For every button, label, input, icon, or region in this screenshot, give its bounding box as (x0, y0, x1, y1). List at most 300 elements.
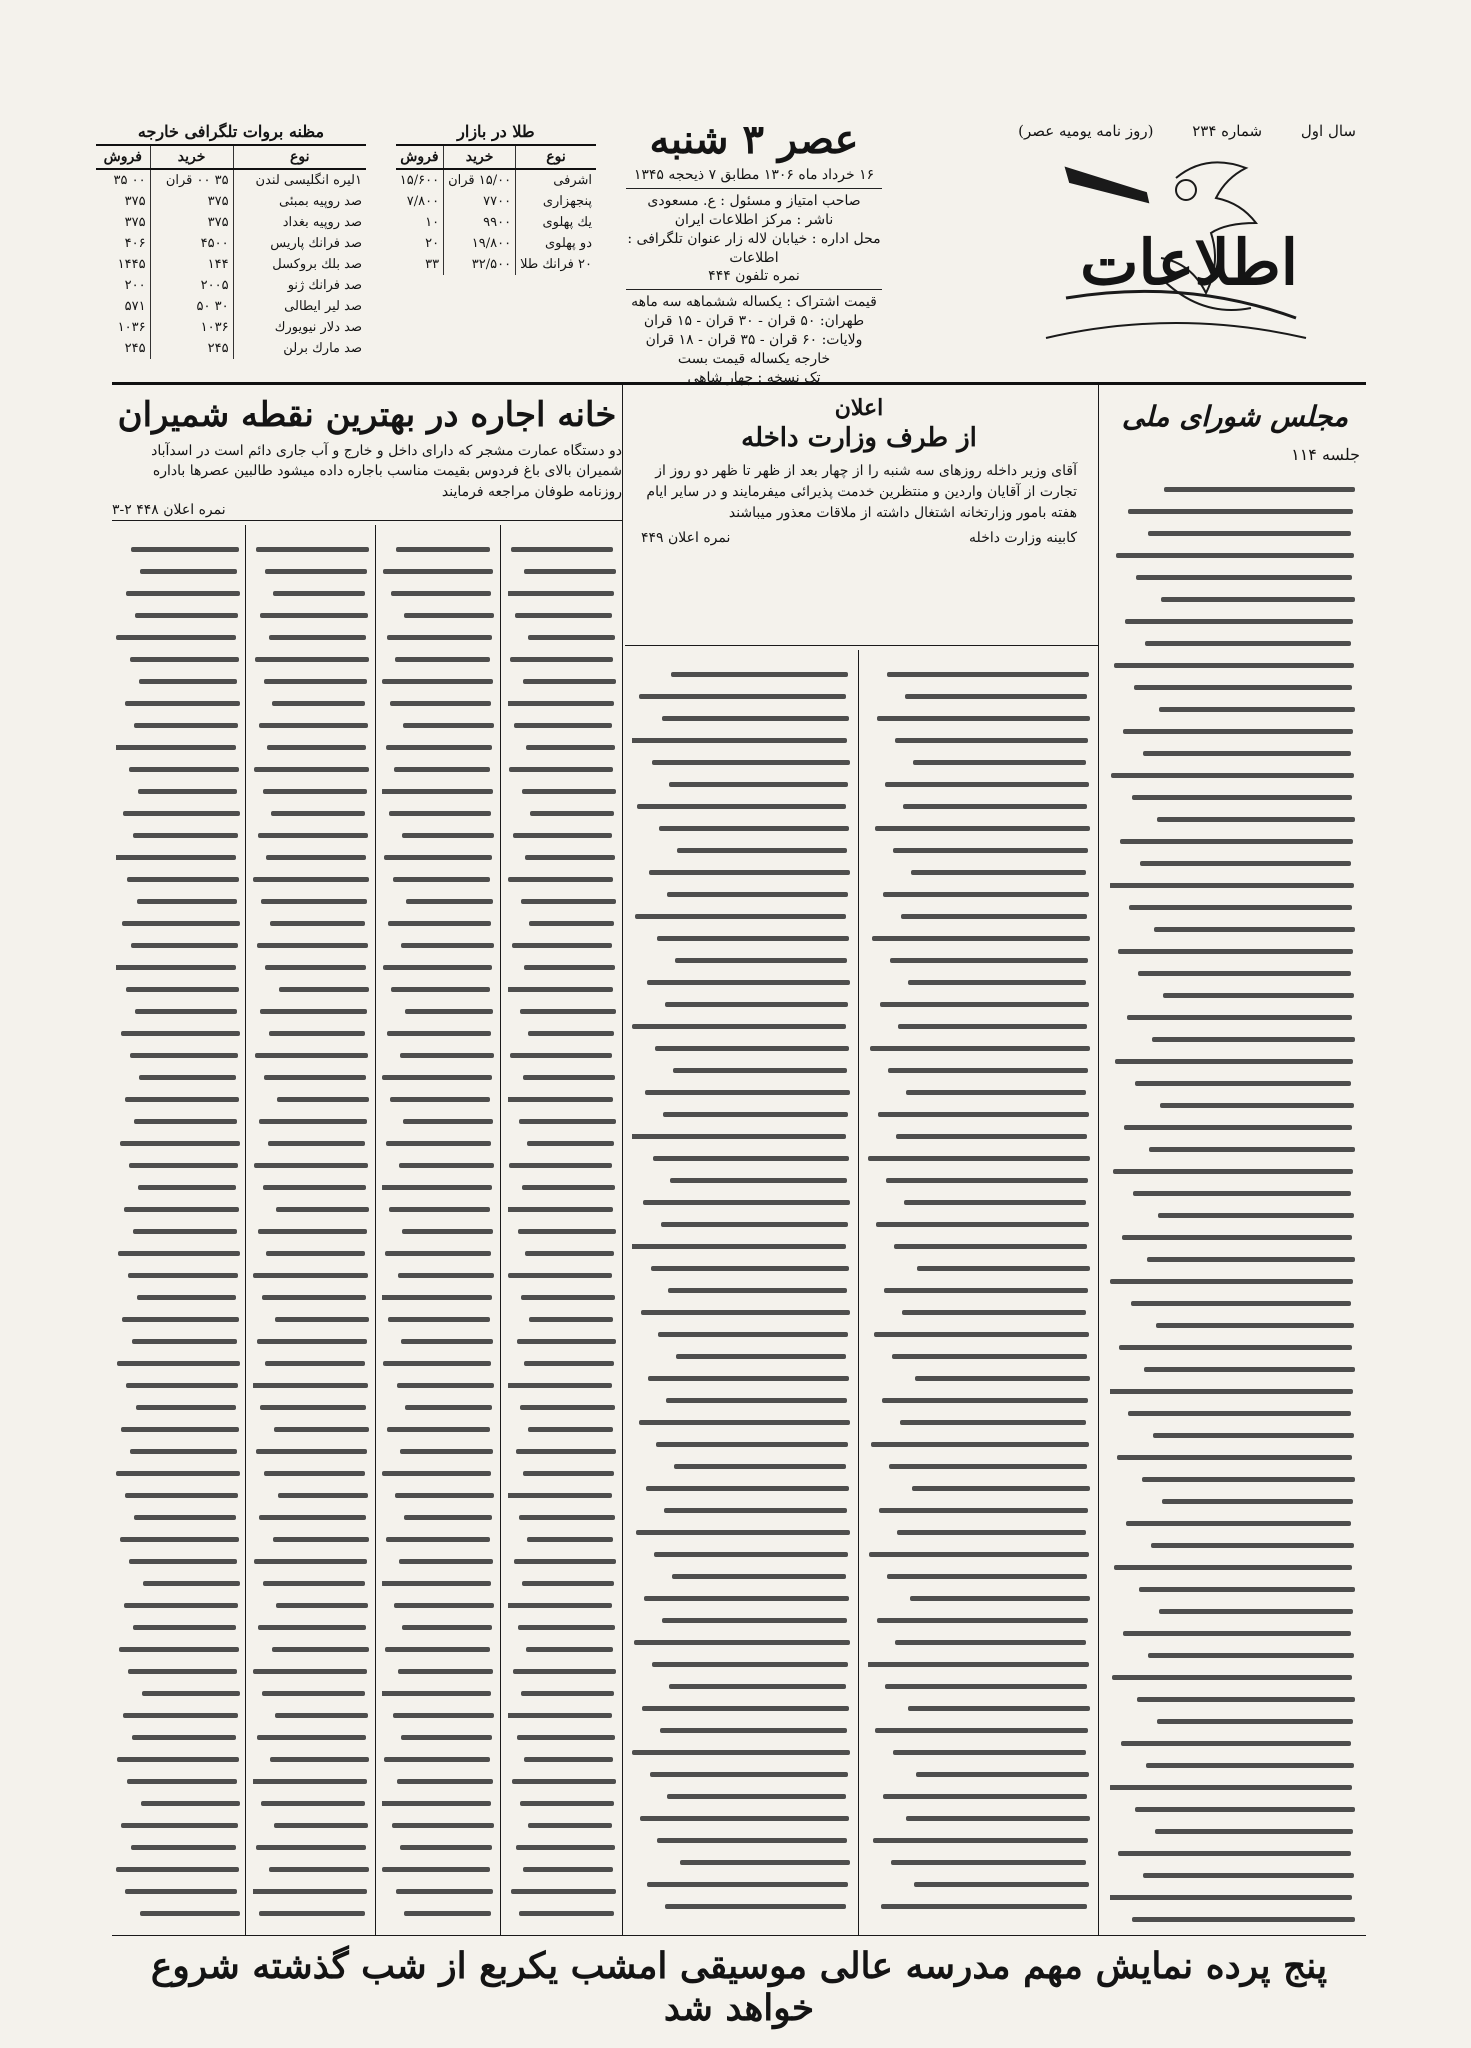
gold-table-title: طلا در بازار (457, 122, 535, 141)
text-line (1115, 1059, 1353, 1064)
text-line (662, 716, 849, 721)
column-header: فروش (396, 145, 444, 169)
text-line (657, 1838, 847, 1843)
table-row (96, 169, 366, 191)
text-line (1154, 927, 1355, 932)
text-line (514, 1559, 616, 1564)
text-line (402, 1229, 493, 1234)
table-cell: صد مارك برلن (283, 341, 362, 356)
column-divider (1098, 385, 1099, 1935)
text-line (390, 701, 491, 706)
notice-rule (625, 645, 1098, 646)
text-line (394, 1603, 494, 1608)
text-line (400, 1449, 493, 1454)
table-cell: صد لیر ایطالی (284, 299, 362, 314)
text-line (271, 811, 365, 816)
text-line (514, 723, 612, 728)
text-line (873, 1838, 1088, 1843)
text-line (1158, 1213, 1354, 1218)
text-line (131, 943, 238, 948)
text-line (528, 635, 615, 640)
text-line (524, 1757, 613, 1762)
text-line (1163, 993, 1354, 998)
text-line (906, 1816, 1090, 1821)
text-line (138, 1185, 236, 1190)
text-line (399, 1163, 494, 1168)
text-line (1149, 1147, 1355, 1152)
text-line (522, 789, 616, 794)
text-line (677, 848, 847, 853)
text-line (277, 1097, 369, 1102)
text-line (1129, 905, 1352, 910)
text-line (649, 870, 850, 875)
text-line (390, 1097, 490, 1102)
text-line (510, 1053, 612, 1058)
text-line (1113, 1169, 1353, 1174)
text-line (116, 635, 236, 640)
table-cell: ۱۹/۸۰۰ (444, 233, 516, 254)
text-line (275, 1713, 368, 1718)
text-line (875, 826, 1090, 831)
text-line (653, 1156, 849, 1161)
text-line (1136, 575, 1352, 580)
text-line (1144, 1367, 1355, 1372)
text-line (527, 1537, 613, 1542)
text-line (116, 1867, 239, 1872)
text-line (265, 569, 367, 574)
text-line (276, 1207, 369, 1212)
text-line (516, 1449, 616, 1454)
text-line (129, 1559, 237, 1564)
phone-line: نمره تلفون ۴۴۴ (708, 268, 800, 285)
article-column (632, 655, 850, 1930)
text-line (648, 1376, 849, 1381)
text-line (125, 1493, 238, 1498)
text-line (1127, 1015, 1352, 1020)
text-line (668, 1288, 847, 1293)
text-line (1153, 1433, 1354, 1438)
text-line (519, 1119, 616, 1124)
parliament-section-header (1110, 400, 1360, 464)
table-cell: ۷۷۰۰ (444, 191, 516, 212)
text-line (273, 1537, 369, 1542)
text-line (512, 943, 612, 948)
text-line (135, 613, 238, 618)
notice-title: اعلان (834, 395, 884, 421)
text-line (272, 1647, 369, 1652)
text-line (1120, 839, 1353, 844)
text-line (1114, 1565, 1352, 1570)
owner-line: صاحب امتیاز و مسئول : ع. مسعودی (647, 192, 861, 209)
text-line (890, 958, 1088, 963)
text-line (634, 1640, 850, 1645)
text-line (395, 657, 490, 662)
article-column (253, 530, 369, 1930)
table-cell: ۳۷۵ (96, 191, 150, 212)
text-line (266, 1251, 365, 1256)
exchange-rate-table (96, 122, 366, 359)
text-line (868, 1156, 1090, 1161)
text-line (913, 760, 1086, 765)
text-line (887, 1574, 1087, 1579)
advert-rule (112, 520, 622, 521)
text-line (116, 745, 236, 750)
text-line (263, 1581, 365, 1586)
column-header: خرید (444, 145, 516, 169)
text-line (1131, 1301, 1352, 1306)
table-cell: صد فرانك پاریس (270, 236, 362, 251)
text-line (902, 1310, 1086, 1315)
text-line (386, 745, 492, 750)
text-line (382, 1801, 491, 1806)
text-line (121, 1031, 240, 1036)
text-line (116, 965, 236, 970)
divider (626, 188, 882, 189)
text-line (1110, 1279, 1353, 1284)
text-line (1135, 1807, 1356, 1812)
text-line (384, 855, 492, 860)
text-line (1110, 1389, 1353, 1394)
text-line (639, 1420, 850, 1425)
text-line (1159, 707, 1355, 712)
text-line (892, 1354, 1087, 1359)
text-line (117, 1361, 240, 1366)
text-line (259, 1515, 366, 1520)
text-line (655, 1046, 849, 1051)
text-line (253, 1669, 367, 1674)
text-line (1143, 1873, 1354, 1878)
text-line (253, 1779, 367, 1784)
text-line (1152, 1037, 1355, 1042)
text-line (524, 569, 616, 574)
text-line (404, 613, 494, 618)
column-divider (622, 385, 623, 1935)
paper-type: (روز نامه یومیه عصر) (1018, 122, 1154, 140)
text-line (895, 1640, 1086, 1645)
text-line (402, 1625, 492, 1630)
text-line (123, 811, 240, 816)
text-line (385, 1647, 490, 1652)
text-line (650, 1772, 848, 1777)
text-line (508, 1383, 612, 1388)
text-line (274, 1427, 369, 1432)
text-line (885, 782, 1089, 787)
text-line (662, 1618, 847, 1623)
text-line (508, 877, 613, 882)
text-line (889, 1464, 1087, 1469)
text-line (1147, 1257, 1355, 1262)
text-line (397, 1779, 493, 1784)
text-line (903, 804, 1087, 809)
table-cell: پنجهزاری (542, 194, 592, 209)
text-line (382, 1581, 491, 1586)
table-row (396, 212, 596, 233)
text-line (117, 1757, 239, 1762)
text-line (661, 1222, 848, 1227)
text-line (138, 789, 237, 794)
text-line (914, 1882, 1089, 1887)
text-line (1132, 1917, 1355, 1922)
text-line (383, 965, 492, 970)
table-cell: ۱۰۳۶ (150, 317, 233, 338)
text-line (674, 1464, 846, 1469)
text-line (656, 1442, 848, 1447)
text-line (258, 1229, 367, 1234)
divider (626, 289, 882, 290)
table-cell: صد روپیه بمبئی (278, 194, 362, 209)
text-line (1128, 509, 1353, 514)
text-line (523, 1471, 614, 1476)
text-line (131, 1845, 236, 1850)
text-line (118, 1251, 240, 1256)
text-line (405, 1405, 492, 1410)
text-line (521, 899, 616, 904)
text-line (632, 738, 847, 743)
text-line (130, 1053, 238, 1058)
text-line (665, 1904, 846, 1909)
foreign-price: خارجه یکساله قیمت بست (677, 351, 831, 368)
text-line (400, 1053, 494, 1058)
text-line (518, 1625, 615, 1630)
table-cell: یك پهلوی (542, 215, 592, 230)
text-line (397, 1383, 494, 1388)
table-cell: ۳۰ ۵۰ (150, 296, 233, 317)
text-line (389, 811, 491, 816)
text-line (520, 1009, 616, 1014)
table-cell: ۲۴۵ (96, 338, 150, 359)
text-line (877, 716, 1090, 721)
notice-ref: نمره اعلان ۴۴۹ (641, 530, 731, 546)
text-line (915, 1376, 1090, 1381)
text-line (520, 1405, 615, 1410)
text-line (382, 1691, 491, 1696)
text-line (396, 1889, 493, 1894)
text-line (1117, 1455, 1352, 1460)
text-line (673, 1068, 847, 1073)
text-line (1128, 1411, 1351, 1416)
text-line (257, 1735, 366, 1740)
text-line (134, 1119, 237, 1124)
text-line (142, 1691, 240, 1696)
masthead-meta (936, 122, 1356, 140)
text-line (130, 657, 239, 662)
text-line (137, 899, 237, 904)
advert-title: خانه اجاره در بهترین نقطه شمیران (117, 395, 617, 435)
text-line (513, 1669, 616, 1674)
text-line (278, 1493, 368, 1498)
text-line (886, 1178, 1088, 1183)
table-cell: ۹۹۰۰ (444, 212, 516, 233)
table-row (96, 338, 366, 359)
text-line (257, 1339, 367, 1344)
text-line (526, 1647, 613, 1652)
table-row (396, 169, 596, 191)
text-line (274, 1823, 368, 1828)
text-line (269, 1031, 365, 1036)
text-line (528, 1427, 613, 1432)
masthead-rule (112, 382, 1366, 385)
text-line (517, 1735, 615, 1740)
text-line (524, 1361, 614, 1366)
text-line (401, 1735, 492, 1740)
text-line (513, 833, 612, 838)
notice-office: کابینه وزارت داخله (969, 530, 1077, 546)
text-line (660, 1728, 847, 1733)
text-line (1118, 1851, 1351, 1856)
text-line (384, 1757, 490, 1762)
text-line (389, 1207, 490, 1212)
table-cell: ۱۵/۶۰۰ (396, 169, 444, 191)
text-line (382, 679, 493, 684)
text-line (666, 1398, 847, 1403)
text-line (139, 679, 237, 684)
text-line (524, 965, 615, 970)
text-line (388, 921, 491, 926)
article-column (868, 655, 1090, 1930)
text-line (517, 1339, 616, 1344)
text-line (680, 1860, 850, 1865)
text-line (893, 848, 1088, 853)
text-line (387, 1427, 490, 1432)
table-cell: ۱۰ (396, 212, 444, 233)
column-header: فروش (96, 145, 150, 169)
table-row (396, 233, 596, 254)
text-line (262, 1295, 366, 1300)
text-line (509, 767, 613, 772)
table-cell: دو پهلوی (544, 236, 592, 251)
text-line (258, 833, 368, 838)
text-line (908, 1706, 1090, 1711)
text-line (645, 1090, 850, 1095)
text-line (891, 1860, 1086, 1865)
table-cell: ۳۷۵ (150, 191, 233, 212)
text-line (639, 694, 846, 699)
text-line (140, 1911, 240, 1916)
text-line (1159, 1609, 1353, 1614)
text-line (508, 1097, 613, 1102)
text-line (1146, 1763, 1354, 1768)
text-line (884, 1288, 1088, 1293)
text-line (264, 1075, 366, 1080)
text-line (127, 1779, 237, 1784)
subscription-header: قیمت اشتراک : یکساله ششماهه سه ماهه (631, 294, 877, 311)
text-line (525, 855, 615, 860)
text-line (1114, 663, 1354, 668)
table-cell: ۳۵ ۰۰ قران (150, 169, 233, 191)
text-line (669, 782, 848, 787)
text-line (1123, 1631, 1351, 1636)
table-cell: صد فرانك ژنو (287, 278, 362, 293)
text-line (523, 679, 616, 684)
text-line (508, 591, 614, 596)
text-line (393, 877, 490, 882)
table-cell: ۴۵۰۰ (150, 233, 233, 254)
text-line (124, 1603, 238, 1608)
issue-info (604, 118, 904, 388)
table-cell: ۳۷۵ (150, 212, 233, 233)
text-line (382, 789, 493, 794)
text-line (516, 1845, 615, 1850)
text-line (273, 591, 365, 596)
text-line (652, 1662, 848, 1667)
text-line (254, 1163, 368, 1168)
text-line (1119, 1345, 1352, 1350)
text-line (400, 1845, 492, 1850)
text-line (404, 1911, 491, 1916)
text-line (129, 767, 239, 772)
text-line (1118, 949, 1353, 954)
text-line (1155, 1829, 1353, 1834)
text-line (511, 1889, 616, 1894)
text-line (523, 1075, 615, 1080)
text-line (127, 877, 239, 882)
text-line (121, 1823, 238, 1828)
masthead (103, 108, 1356, 386)
text-line (253, 877, 369, 882)
text-line (641, 1310, 850, 1315)
banner-rule (112, 1935, 1366, 1936)
text-line (658, 1332, 848, 1337)
text-line (906, 1090, 1086, 1095)
text-line (665, 1002, 848, 1007)
issue-number: شماره ۲۳۴ (1192, 122, 1263, 140)
text-line (259, 1119, 367, 1124)
text-line (519, 1911, 614, 1916)
table-cell: ۲۰ (396, 233, 444, 254)
text-line (874, 1332, 1089, 1337)
text-line (1121, 1741, 1351, 1746)
text-line (528, 1031, 614, 1036)
text-line (878, 1112, 1089, 1117)
text-line (511, 547, 613, 552)
table-cell: صد دلار نیویورك (274, 320, 362, 335)
text-line (632, 1134, 846, 1139)
text-line (667, 892, 848, 897)
column-divider (375, 525, 376, 1935)
text-line (388, 1317, 490, 1322)
text-line (898, 1024, 1087, 1029)
text-line (900, 1420, 1086, 1425)
text-line (515, 613, 612, 618)
text-line (888, 1068, 1088, 1073)
text-line (269, 1867, 369, 1872)
text-line (897, 1530, 1086, 1535)
text-line (403, 1119, 493, 1124)
text-line (908, 980, 1086, 985)
text-line (1139, 1587, 1355, 1592)
text-line (1148, 531, 1351, 536)
text-line (120, 1141, 240, 1146)
column-divider (500, 525, 501, 1935)
text-line (880, 1002, 1089, 1007)
text-line (651, 1266, 849, 1271)
text-line (385, 1251, 491, 1256)
text-line (260, 1009, 367, 1014)
text-line (391, 987, 490, 992)
text-line (1143, 751, 1351, 756)
text-line (391, 591, 491, 596)
text-line (401, 1339, 493, 1344)
text-line (128, 1669, 237, 1674)
text-line (265, 965, 366, 970)
text-line (916, 1772, 1089, 1777)
gold-price-table (396, 122, 596, 275)
text-line (632, 1024, 846, 1029)
text-line (1156, 1323, 1354, 1328)
text-line (129, 1163, 238, 1168)
text-line (508, 1273, 612, 1278)
text-line (387, 1031, 491, 1036)
